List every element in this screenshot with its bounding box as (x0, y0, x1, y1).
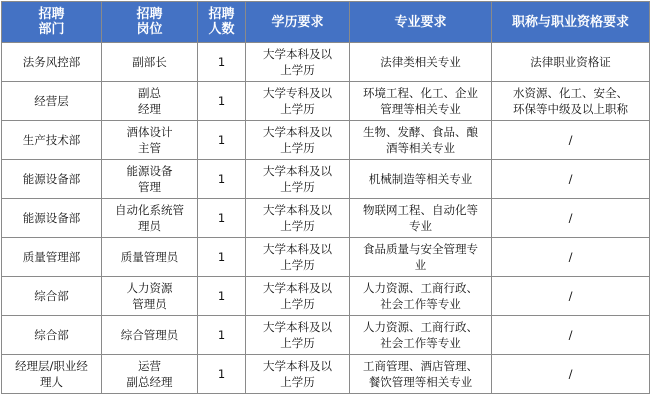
table-header (2, 2, 650, 43)
cell-education-text: 大学本科及以 上学历 (263, 242, 332, 272)
cell-qualification-text: / (568, 172, 573, 186)
header-count-label: 招聘 人数 (208, 7, 235, 37)
recruitment-table (1, 1, 650, 394)
cell-education (246, 82, 350, 121)
cell-major-text: 机械制造等相关专业 (368, 172, 473, 186)
cell-major (350, 277, 492, 316)
cell-post (102, 199, 198, 238)
cell-count-text: 1 (217, 250, 226, 264)
cell-post-text: 人力资源 管理员 (126, 281, 173, 311)
cell-post (102, 82, 198, 121)
table-row (2, 160, 650, 199)
cell-dept (2, 160, 102, 199)
cell-post (102, 238, 198, 277)
cell-major (350, 238, 492, 277)
cell-dept-text: 综合部 (34, 328, 69, 342)
cell-count (198, 160, 246, 199)
cell-count-text: 1 (217, 367, 226, 381)
cell-education-text: 大学专科及以 上学历 (263, 86, 332, 116)
table-row (2, 238, 650, 277)
cell-major (350, 121, 492, 160)
cell-post-text: 质量管理员 (120, 250, 179, 264)
cell-major (350, 160, 492, 199)
cell-qualification (492, 277, 650, 316)
cell-major (350, 316, 492, 355)
header-post (102, 2, 198, 43)
cell-count-text: 1 (217, 211, 226, 225)
cell-qualification (492, 316, 650, 355)
cell-major-text: 生物、发酵、食品、酿 酒等相关专业 (363, 125, 478, 155)
header-qualification (492, 2, 650, 43)
header-education (246, 2, 350, 43)
cell-qualification (492, 160, 650, 199)
cell-post (102, 121, 198, 160)
cell-qualification (492, 199, 650, 238)
cell-count-text: 1 (217, 55, 226, 69)
cell-major-text: 食品质量与安全管理专 业 (363, 242, 478, 272)
table-row (2, 82, 650, 121)
cell-major-text: 法律类相关专业 (380, 55, 461, 69)
cell-education-text: 大学本科及以 上学历 (263, 281, 332, 311)
cell-post (102, 316, 198, 355)
cell-count (198, 199, 246, 238)
cell-dept (2, 82, 102, 121)
cell-count-text: 1 (217, 133, 226, 147)
cell-count (198, 238, 246, 277)
cell-dept (2, 355, 102, 394)
cell-dept (2, 43, 102, 82)
header-qualification-label: 职称与职业资格要求 (511, 14, 629, 30)
cell-post-text: 酒体设计 主管 (126, 125, 173, 155)
cell-dept-text: 经理层/职业经 理人 (15, 359, 88, 389)
cell-qualification (492, 43, 650, 82)
table-row (2, 316, 650, 355)
cell-post (102, 160, 198, 199)
header-post-label: 招聘 岗位 (136, 7, 163, 37)
cell-dept (2, 199, 102, 238)
cell-post-text: 副总 经理 (138, 86, 161, 116)
cell-major (350, 199, 492, 238)
cell-count (198, 355, 246, 394)
cell-post-text: 副部长 (132, 55, 167, 69)
cell-dept-text: 质量管理部 (22, 250, 81, 264)
cell-post (102, 355, 198, 394)
cell-post (102, 277, 198, 316)
cell-count-text: 1 (217, 328, 226, 342)
header-dept-label: 招聘 部门 (38, 7, 65, 37)
cell-post (102, 43, 198, 82)
cell-education (246, 43, 350, 82)
cell-count-text: 1 (217, 94, 226, 108)
table-row (2, 277, 650, 316)
cell-major-text: 人力资源、工商行政、 社会工作等专业 (363, 281, 478, 311)
cell-dept-text: 法务风控部 (22, 55, 81, 69)
cell-qualification-text: / (568, 289, 573, 303)
cell-dept-text: 经营层 (34, 94, 69, 108)
cell-count (198, 316, 246, 355)
cell-post-text: 能源设备 管理 (126, 164, 173, 194)
cell-count-text: 1 (217, 289, 226, 303)
cell-major (350, 355, 492, 394)
cell-education-text: 大学本科及以 上学历 (263, 359, 332, 389)
cell-education (246, 238, 350, 277)
cell-dept-text: 能源设备部 (22, 211, 81, 225)
cell-post-text: 综合管理员 (120, 328, 179, 342)
cell-education-text: 大学本科及以 上学历 (263, 320, 332, 350)
cell-qualification (492, 82, 650, 121)
cell-dept-text: 能源设备部 (22, 172, 81, 186)
cell-dept (2, 277, 102, 316)
cell-qualification (492, 121, 650, 160)
header-major-label: 专业要求 (394, 14, 447, 30)
cell-count (198, 121, 246, 160)
cell-major (350, 43, 492, 82)
cell-qualification-text: / (568, 133, 573, 147)
cell-dept (2, 316, 102, 355)
cell-education-text: 大学本科及以 上学历 (263, 125, 332, 155)
header-major (350, 2, 492, 43)
cell-count (198, 277, 246, 316)
table-row (2, 199, 650, 238)
table-body (2, 43, 650, 394)
cell-dept (2, 238, 102, 277)
cell-count (198, 43, 246, 82)
table-row (2, 43, 650, 82)
cell-major-text: 物联网工程、自动化等 专业 (363, 203, 478, 233)
cell-education-text: 大学本科及以 上学历 (263, 164, 332, 194)
header-education-label: 学历要求 (271, 14, 324, 30)
cell-education (246, 160, 350, 199)
table-row (2, 121, 650, 160)
cell-qualification-text: / (568, 367, 573, 381)
cell-education (246, 121, 350, 160)
cell-major-text: 工商管理、酒店管理、 餐饮管理等相关专业 (363, 359, 478, 389)
cell-qualification-text: 水资源、化工、安全、 环保等中级及以上职称 (513, 86, 628, 116)
cell-qualification-text: / (568, 250, 573, 264)
header-dept (2, 2, 102, 43)
cell-post-text: 自动化系统管 理员 (115, 203, 184, 233)
cell-qualification-text: 法律职业资格证 (530, 55, 611, 69)
cell-education (246, 277, 350, 316)
cell-dept-text: 综合部 (34, 289, 69, 303)
cell-education-text: 大学本科及以 上学历 (263, 203, 332, 233)
cell-dept-text: 生产技术部 (22, 133, 81, 147)
cell-count-text: 1 (217, 172, 226, 186)
cell-education (246, 199, 350, 238)
cell-qualification-text: / (568, 328, 573, 342)
cell-education-text: 大学本科及以 上学历 (263, 47, 332, 77)
cell-qualification-text: / (568, 211, 573, 225)
header-count (198, 2, 246, 43)
cell-count (198, 82, 246, 121)
cell-post-text: 运营 副总经理 (126, 359, 173, 389)
cell-dept (2, 121, 102, 160)
cell-qualification (492, 355, 650, 394)
header-row (2, 2, 650, 43)
cell-qualification (492, 238, 650, 277)
cell-major (350, 82, 492, 121)
cell-education (246, 355, 350, 394)
cell-education (246, 316, 350, 355)
cell-major-text: 环境工程、化工、企业 管理等相关专业 (363, 86, 478, 116)
cell-major-text: 人力资源、工商行政、 社会工作等专业 (363, 320, 478, 350)
table-row (2, 355, 650, 394)
